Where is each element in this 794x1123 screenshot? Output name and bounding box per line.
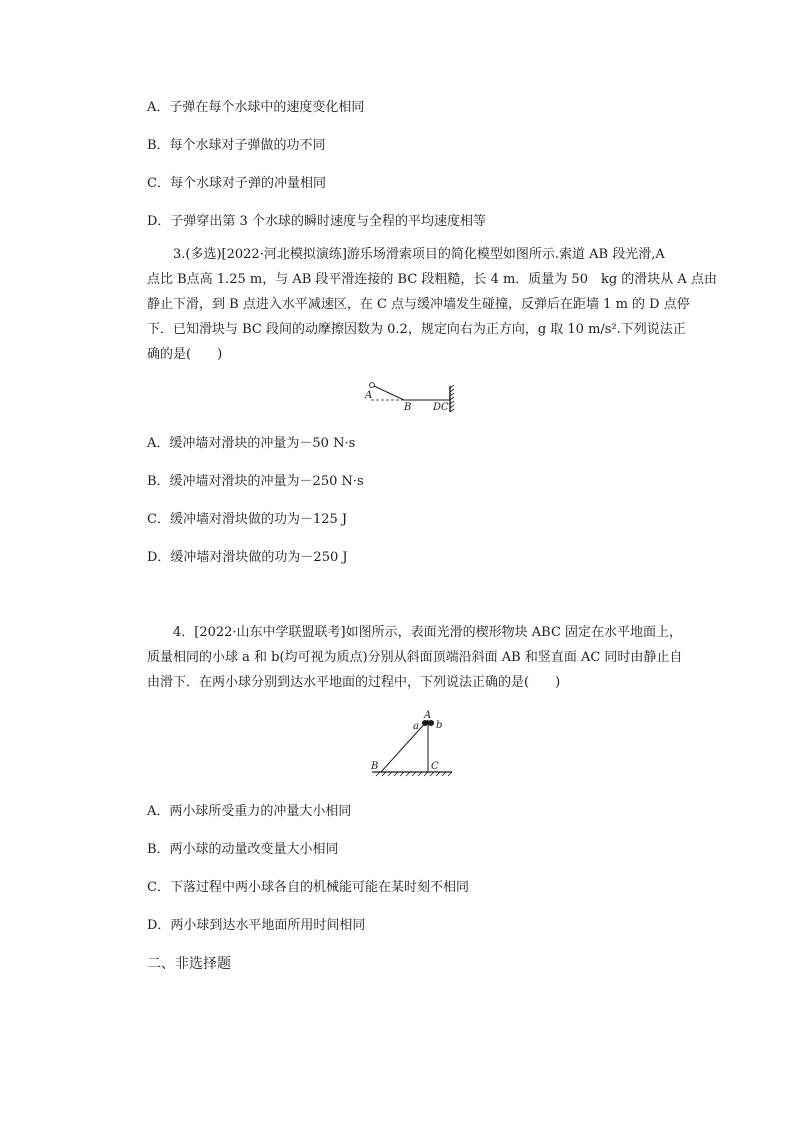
q3-option-d: D．缓冲墙对滑块做的功为－250 J [147, 550, 348, 565]
q2-option-b: B．每个水球对子弹做的功不同 [147, 138, 326, 153]
q4-stem [147, 620, 683, 695]
q4-option-d: D．两小球到达水平地面所用时间相同 [147, 918, 366, 933]
label-c: C [441, 402, 449, 413]
track-ab [374, 386, 404, 400]
q2-option-c: C．每个水球对子弹的冲量相同 [147, 176, 326, 191]
section-heading: 二、非选择题 [147, 956, 231, 972]
q3-stem [147, 242, 717, 367]
q4-figure [366, 708, 458, 778]
q3-stem-line: 下．已知滑块与 BC 段间的动摩擦因数为 0.2，规定向右为正方向，g 取 10 m/s².下列说法正 [147, 322, 686, 337]
q4-stem-line: 4．[2022·山东中学联盟联考]如图所示，表面光滑的楔形物块 ABC 固定在水平地面上， [173, 625, 683, 640]
label-c-vertex: C [431, 761, 439, 772]
q4-option-b: B．两小球的动量改变量大小相同 [147, 842, 339, 857]
q3-figure [362, 378, 462, 414]
slider-block [370, 383, 375, 388]
q2-option-d: D．子弹穿出第 3 个水球的瞬时速度与全程的平均速度相等 [147, 214, 486, 229]
q4-option-a: A．两小球所受重力的冲量大小相同 [147, 804, 352, 819]
label-a: A [365, 390, 373, 401]
label-a-vertex: A [424, 710, 432, 721]
q4-stem-line: 质量相同的小球 a 和 b(均可视为质点)分别从斜面顶端沿斜面 AB 和竖直面 AC 同时由静止自 [147, 650, 683, 665]
q3-option-b: B．缓冲墙对滑块的冲量为－250 N·s [147, 474, 364, 489]
q3-stem-line: 确的是( ) [147, 347, 223, 362]
label-b: B [404, 402, 412, 413]
incline-ab [381, 720, 428, 772]
label-d: D [433, 402, 442, 413]
q2-option-a: A．子弹在每个水球中的速度变化相同 [147, 100, 365, 115]
q3-option-c: C．缓冲墙对滑块做的功为－125 J [147, 512, 348, 527]
label-b-vertex: B [371, 761, 379, 772]
q3-stem-line: 3.(多选)[2022·河北模拟演练]游乐场滑索项目的简化模型如图所示.索道 AB 段光滑,A [173, 247, 665, 262]
q3-option-a: A．缓冲墙对滑块的冲量为－50 N·s [147, 436, 356, 451]
label-ball-a: a [413, 721, 419, 732]
q4-option-c: C．下落过程中两小球各自的机械能可能在某时刻不相同 [147, 880, 469, 895]
q3-stem-line: 静止下滑，到 B 点进入水平减速区，在 C 点与缓冲墙发生碰撞，反弹后在距墙 1 m 的 D 点停 [147, 297, 690, 312]
q3-stem-line: 点比 B点高 1.25 m，与 AB 段平滑连接的 BC 段粗糙，长 4 m．质量为 50 kg 的滑块从 A 点由 [147, 272, 717, 287]
q4-stem-line: 由滑下．在两小球分别到达水平地面的过程中，下列说法正确的是( ) [147, 675, 561, 690]
label-ball-b: b [436, 720, 443, 731]
